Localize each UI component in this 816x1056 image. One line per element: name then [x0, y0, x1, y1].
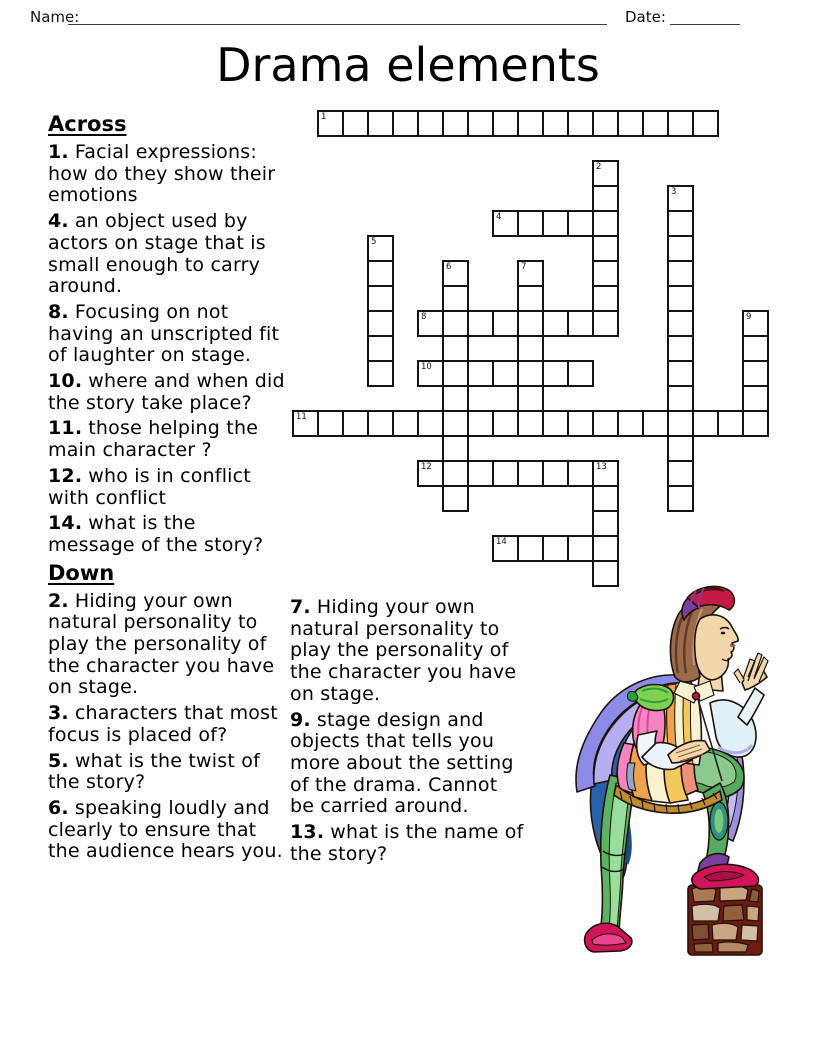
crossword-cell-r16-c16[interactable]: [667, 485, 694, 512]
crossword-cell-r8-c16[interactable]: [667, 285, 694, 312]
crossword-cell-r1-c13[interactable]: [592, 110, 619, 137]
crossword-cell-r9-c4[interactable]: [367, 310, 394, 337]
crossword-cell-r14-c7[interactable]: [442, 435, 469, 462]
crossword-cell-r8-c10[interactable]: [517, 285, 544, 312]
crossword-cell-r15-c11[interactable]: [542, 460, 569, 487]
cell-number: 7: [521, 262, 527, 272]
crossword-cell-r18-c12[interactable]: [567, 535, 594, 562]
clue-across-8: 8. Focusing on not having an unscripted fit of laughter on stage.: [48, 300, 280, 367]
crossword-cell-r9-c13[interactable]: [592, 310, 619, 337]
crossword-cell-r18-c9[interactable]: [492, 535, 519, 562]
cell-number: 1: [321, 112, 327, 122]
crossword-cell-r11-c12[interactable]: [567, 360, 594, 387]
crossword-grid: [292, 110, 770, 588]
crossword-cell-r1-c2[interactable]: [317, 110, 344, 137]
cell-number: 9: [746, 312, 752, 322]
across-header: Across: [48, 112, 127, 136]
crossword-cell-r13-c18[interactable]: [717, 410, 744, 437]
crossword-cell-r13-c16[interactable]: [667, 410, 694, 437]
crossword-cell-r4-c16[interactable]: [667, 185, 694, 212]
crossword-cell-r9-c16[interactable]: [667, 310, 694, 337]
crossword-cell-r11-c9[interactable]: [492, 360, 519, 387]
crossword-cell-r13-c1[interactable]: [292, 410, 319, 437]
crossword-cell-r10-c7[interactable]: [442, 335, 469, 362]
crossword-cell-r12-c10[interactable]: [517, 385, 544, 412]
crossword-cell-r11-c10[interactable]: [517, 360, 544, 387]
crossword-cell-r12-c19[interactable]: [742, 385, 769, 412]
crossword-cell-r6-c13[interactable]: [592, 235, 619, 262]
cell-number: 13: [596, 462, 607, 472]
cell-number: 12: [421, 462, 432, 472]
actor-on-brick-pedestal-illustration: [572, 585, 772, 963]
cell-number: 10: [421, 362, 432, 372]
crossword-cell-r13-c11[interactable]: [542, 410, 569, 437]
crossword-cell-r16-c13[interactable]: [592, 485, 619, 512]
crossword-cell-r7-c10[interactable]: [517, 260, 544, 287]
crossword-cell-r5-c9[interactable]: [492, 210, 519, 237]
clues-column-middle: [290, 597, 527, 869]
crossword-cell-r11-c11[interactable]: [542, 360, 569, 387]
crossword-cell-r5-c10[interactable]: [517, 210, 544, 237]
clue-across-12: 12. who is in conflict with conflict: [48, 464, 251, 509]
cell-number: 2: [596, 162, 602, 172]
crossword-cell-r11-c6[interactable]: [417, 360, 444, 387]
cell-number: 3: [671, 187, 677, 197]
date-blank-line: [670, 6, 740, 25]
crossword-cell-r7-c7[interactable]: [442, 260, 469, 287]
crossword-cell-r5-c11[interactable]: [542, 210, 569, 237]
crossword-cell-r11-c7[interactable]: [442, 360, 469, 387]
clue-down-6: 6. speaking loudly and clearly to ensure that the audience hears you.: [48, 796, 283, 863]
crossword-cell-r14-c16[interactable]: [667, 435, 694, 462]
crossword-cell-r9-c7[interactable]: [442, 310, 469, 337]
cell-number: 6: [446, 262, 452, 272]
crossword-cell-r18-c13[interactable]: [592, 535, 619, 562]
crossword-cell-r8-c13[interactable]: [592, 285, 619, 312]
clue-across-1: 1. Facial expressions: how do they show their emotions: [48, 141, 276, 207]
crossword-cell-r13-c5[interactable]: [392, 410, 419, 437]
crossword-cell-r13-c6[interactable]: [417, 410, 444, 437]
cell-number: 5: [371, 237, 377, 247]
crossword-cell-r7-c4[interactable]: [367, 260, 394, 287]
crossword-cell-r13-c7[interactable]: [442, 410, 469, 437]
crossword-cell-r15-c9[interactable]: [492, 460, 519, 487]
crossword-cell-r6-c16[interactable]: [667, 235, 694, 262]
page-title: Drama elements: [216, 38, 600, 92]
clue-across-14: 14. what is the message of the story?: [48, 512, 264, 556]
crossword-cell-r10-c19[interactable]: [742, 335, 769, 362]
crossword-cell-r15-c7[interactable]: [442, 460, 469, 487]
crossword-cell-r9-c19[interactable]: [742, 310, 769, 337]
crossword-cell-r3-c13[interactable]: [592, 160, 619, 187]
crossword-cell-r13-c9[interactable]: [492, 410, 519, 437]
crossword-cell-r1-c6[interactable]: [417, 110, 444, 137]
crossword-cell-r15-c16[interactable]: [667, 460, 694, 487]
crossword-cell-r13-c13[interactable]: [592, 410, 619, 437]
crossword-cell-r13-c17[interactable]: [692, 410, 719, 437]
crossword-cell-r13-c10[interactable]: [517, 410, 544, 437]
clue-across-4: 4. an object used by actors on stage that is small enough to carry around.: [48, 210, 266, 298]
crossword-cell-r13-c14[interactable]: [617, 410, 644, 437]
crossword-cell-r18-c11[interactable]: [542, 535, 569, 562]
crossword-cell-r12-c16[interactable]: [667, 385, 694, 412]
crossword-cell-r9-c8[interactable]: [467, 310, 494, 337]
cell-number: 14: [496, 537, 507, 547]
crossword-cell-r1-c4[interactable]: [367, 110, 394, 137]
crossword-cell-r15-c6[interactable]: [417, 460, 444, 487]
crossword-cell-r10-c16[interactable]: [667, 335, 694, 362]
crossword-cell-r9-c12[interactable]: [567, 310, 594, 337]
crossword-cell-r15-c13[interactable]: [592, 460, 619, 487]
crossword-cell-r1-c3[interactable]: [342, 110, 369, 137]
crossword-cell-r4-c13[interactable]: [592, 185, 619, 212]
cell-number: 11: [296, 412, 307, 422]
crossword-cell-r11-c16[interactable]: [667, 360, 694, 387]
clue-down-9: 9. stage design and objects that tells you more about the setting of the drama. Cannot be carried around.: [290, 708, 514, 818]
crossword-cell-r7-c16[interactable]: [667, 260, 694, 287]
crossword-cell-r9-c10[interactable]: [517, 310, 544, 337]
crossword-cell-r9-c9[interactable]: [492, 310, 519, 337]
crossword-cell-r9-c6[interactable]: [417, 310, 444, 337]
crossword-cell-r5-c12[interactable]: [567, 210, 594, 237]
name-blank-line: [68, 6, 607, 25]
crossword-cell-r1-c10[interactable]: [517, 110, 544, 137]
crossword-cell-r10-c4[interactable]: [367, 335, 394, 362]
crossword-cell-r11-c4[interactable]: [367, 360, 394, 387]
crossword-cell-r8-c7[interactable]: [442, 285, 469, 312]
crossword-cell-r16-c7[interactable]: [442, 485, 469, 512]
crossword-cell-r11-c8[interactable]: [467, 360, 494, 387]
crossword-cell-r13-c2[interactable]: [317, 410, 344, 437]
crossword-cell-r13-c3[interactable]: [342, 410, 369, 437]
clue-down-13: 13. what is the name of the story?: [290, 821, 524, 865]
crossword-cell-r1-c12[interactable]: [567, 110, 594, 137]
crossword-cell-r5-c16[interactable]: [667, 210, 694, 237]
crossword-cell-r1-c5[interactable]: [392, 110, 419, 137]
crossword-cell-r7-c13[interactable]: [592, 260, 619, 287]
crossword-cell-r1-c7[interactable]: [442, 110, 469, 137]
crossword-cell-r13-c19[interactable]: [742, 410, 769, 437]
clue-down-7: 7. Hiding your own natural personality to play the personality of the character you have on stage.: [290, 596, 517, 705]
crossword-cell-r13-c4[interactable]: [367, 410, 394, 437]
clues-column-left: [48, 112, 285, 867]
crossword-cell-r13-c15[interactable]: [642, 410, 669, 437]
crossword-cell-r6-c4[interactable]: [367, 235, 394, 262]
crossword-cell-r15-c12[interactable]: [567, 460, 594, 487]
down-header: Down: [48, 560, 115, 585]
crossword-cell-r9-c11[interactable]: [542, 310, 569, 337]
cell-number: 8: [421, 312, 427, 322]
clue-across-10: 10. where and when did the story take place?: [48, 370, 285, 414]
crossword-cell-r13-c12[interactable]: [567, 410, 594, 437]
crossword-cell-r8-c4[interactable]: [367, 285, 394, 312]
crossword-cell-r1-c14[interactable]: [617, 110, 644, 137]
crossword-cell-r13-c8[interactable]: [467, 410, 494, 437]
crossword-cell-r5-c13[interactable]: [592, 210, 619, 237]
clue-across-11: 11. those helping the main character ?: [48, 417, 259, 462]
crossword-cell-r1-c15[interactable]: [642, 110, 669, 137]
crossword-cell-r1-c9[interactable]: [492, 110, 519, 137]
crossword-cell-r1-c16[interactable]: [667, 110, 694, 137]
date-label: Date:: [625, 8, 666, 26]
crossword-cell-r15-c8[interactable]: [467, 460, 494, 487]
name-label: Name:: [30, 8, 80, 26]
crossword-cell-r18-c10[interactable]: [517, 535, 544, 562]
clue-down-5: 5. what is the twist of the story?: [48, 749, 260, 794]
cell-number: 4: [496, 212, 502, 222]
crossword-cell-r12-c7[interactable]: [442, 385, 469, 412]
crossword-cell-r11-c19[interactable]: [742, 360, 769, 387]
crossword-cell-r10-c10[interactable]: [517, 335, 544, 362]
crossword-cell-r1-c17[interactable]: [692, 110, 719, 137]
crossword-cell-r17-c13[interactable]: [592, 510, 619, 537]
crossword-cell-r1-c11[interactable]: [542, 110, 569, 137]
crossword-cell-r1-c8[interactable]: [467, 110, 494, 137]
crossword-cell-r19-c13[interactable]: [592, 560, 619, 587]
clue-down-3: 3. characters that most focus is placed of?: [48, 702, 278, 746]
clue-down-2: 2. Hiding your own natural personality to play the personality of the character you have on stage.: [48, 589, 275, 699]
crossword-cell-r15-c10[interactable]: [517, 460, 544, 487]
